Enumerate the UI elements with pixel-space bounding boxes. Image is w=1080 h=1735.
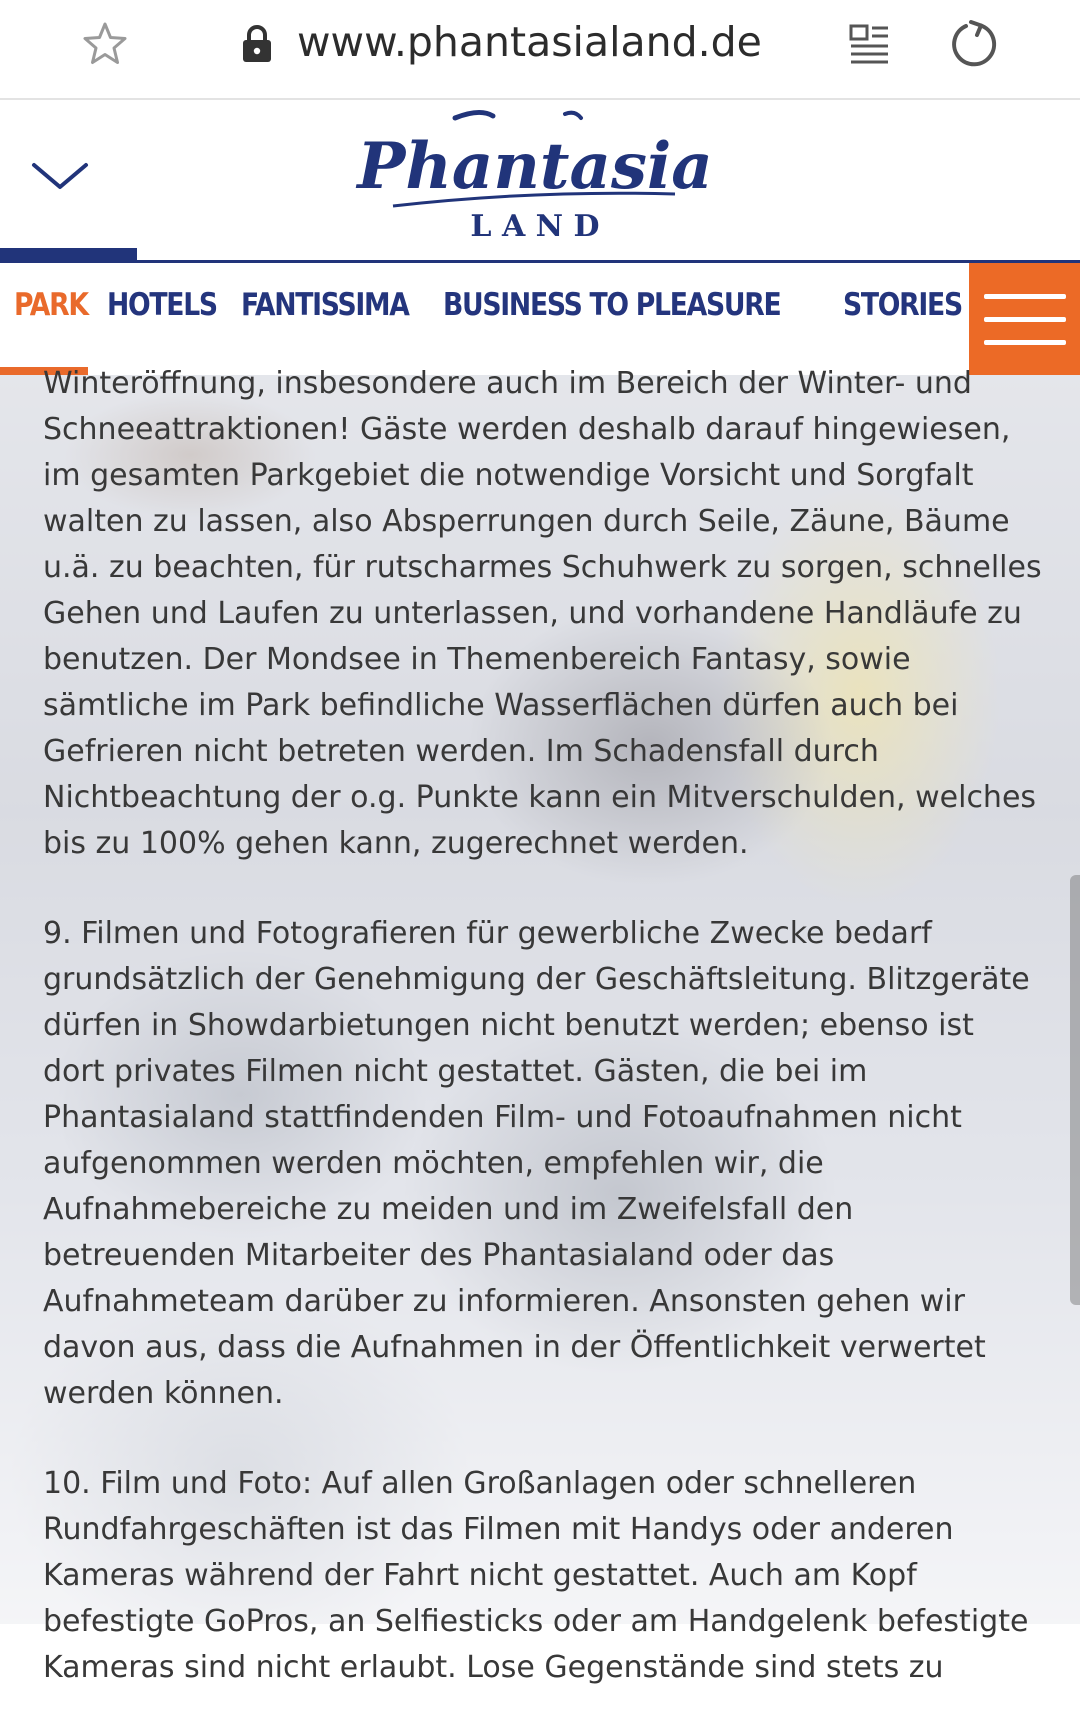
star-icon[interactable] — [75, 14, 135, 74]
nav-item-fantissima[interactable]: FANTISSIMA — [241, 287, 410, 323]
browser-toolbar — [0, 0, 1080, 100]
nav-item-park[interactable]: PARK — [14, 287, 88, 323]
main-nav — [0, 263, 1080, 375]
article-text — [43, 361, 1043, 1735]
site-header — [0, 100, 1080, 263]
nav-item-business-to-pleasure[interactable]: BUSINESS TO PLEASURE — [443, 287, 781, 323]
article-paragraph: 9. Filmen und Fotografieren für gewerbliche Zwecke bedarf grundsätzlich der Genehmigung der Geschäftsleitung. Blitzgeräte dürfen in Showdarbietungen nicht benutzt werden; ebenso ist dort privates Filmen nicht gestattet. Gästen, die bei im Phantasialand stattfindenden Film- und Fotoaufnahmen nicht aufgenommen werden möchten, empfehlen wir, die Aufnahmebereiche zu meiden und im Zweifelsfall den betreuenden Mitarbeiter des Phantasialand oder das Aufnahmeteam darüber zu informieren. Ansonsten gehen wir davon aus, dass die Aufnahmen in der Öffentlichkeit verwertet werden können. — [43, 916, 1030, 1411]
hamburger-menu-button[interactable] — [969, 263, 1080, 375]
menu-bar-icon — [984, 317, 1066, 322]
nav-item-stories[interactable]: STORIES — [842, 287, 962, 323]
article-paragraph: 10. Film und Foto: Auf allen Großanlagen oder schnelleren Rundfahrgeschäften ist das Filmen mit Handys oder anderen Kameras während der Fahrt nicht gestattet. Auch am Kopf befestigte GoPros, an Selfiesticks oder am Handgelenk befestigte Kameras sind nicht erlaubt. Lose Gegenstände sind stets zu — [43, 1466, 1029, 1685]
header-tab-indicator — [0, 248, 137, 260]
scrollbar-thumb[interactable] — [1070, 875, 1080, 1305]
phantasialand-logo[interactable] — [357, 108, 713, 244]
content-area — [0, 366, 1080, 1685]
svg-text:L A N D: L A N D — [470, 209, 600, 244]
lock-icon — [228, 14, 286, 74]
nav-item-hotels[interactable]: HOTELS — [106, 287, 217, 323]
svg-text:Phantasia: Phantasia — [357, 129, 713, 204]
address-bar-url[interactable]: www.phantasialand.de — [297, 18, 762, 66]
menu-bar-icon — [984, 294, 1066, 299]
chevron-down-icon[interactable] — [30, 155, 90, 195]
reader-mode-icon[interactable] — [840, 14, 900, 74]
menu-bar-icon — [984, 340, 1066, 345]
article-paragraph: Winteröffnung, insbesondere auch im Bereich der Winter- und Schneeattraktionen! Gäste werden deshalb darauf hingewiesen, im gesamten Parkgebiet die notwendige Vorsicht und Sorgfalt walten zu lassen, also Absperrungen durch Seile, Zäune, Bäume u.ä. zu beachten, für rutscharmes Schuhwerk zu sorgen, schnelles Gehen und Laufen zu unterlassen, und vorhandene Handläufe zu benutzen. Der Mondsee in Themenbereich Fantasy, sowie sämtliche im Park befindliche Wasserflächen dürfen auch bei Gefrieren nicht betreten werden. Im Schadensfall durch Nichtbeachtung der o.g. Punkte kann ein Mitverschulden, welches bis zu 100% gehen kann, zugerechnet werden. — [43, 366, 1042, 861]
reload-icon[interactable] — [945, 14, 1005, 74]
